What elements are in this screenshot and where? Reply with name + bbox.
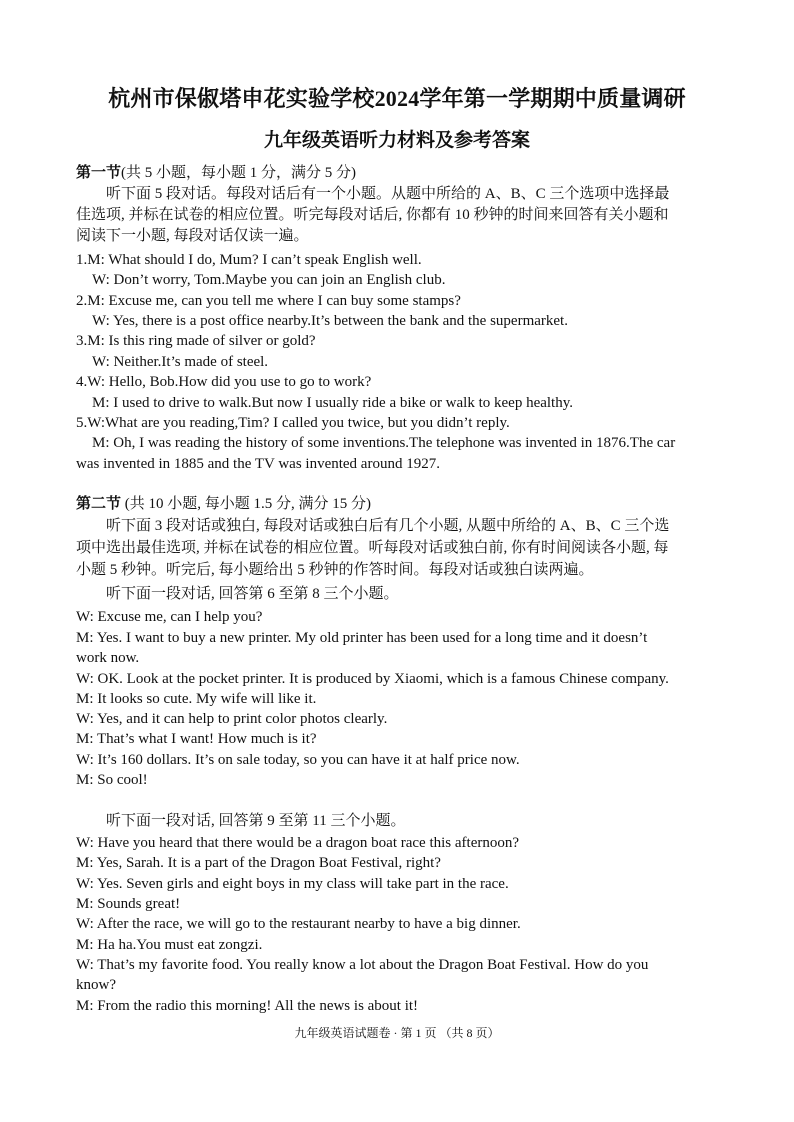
document-subtitle: 九年级英语听力材料及参考答案: [263, 130, 530, 151]
dialogue-line: M: Sounds great!: [76, 896, 181, 912]
section1-instruction: 阅读下一小题, 每段对话仅读一遍。: [76, 228, 309, 244]
dialogue-line: M: So cool!: [76, 772, 148, 788]
dialogue-line: W: Yes, there is a post office nearby.It’s between the bank and the supermarket.: [92, 313, 568, 329]
dialogue-line: M: I used to drive to walk.But now I usually ride a bike or walk to keep healthy.: [92, 395, 574, 411]
dialogue1-intro: 听下面一段对话, 回答第 6 至第 8 三个小题。: [106, 586, 399, 602]
dialogue-line: M: It looks so cute. My wife will like it.: [76, 691, 317, 707]
dialogue-line: M: Ha ha.You must eat zongzi.: [76, 937, 263, 953]
dialogue-line: 5.W:What are you reading,Tim? I called you twice, but you didn’t reply.: [76, 415, 510, 431]
dialogue-line: W: Yes, and it can help to print color photos clearly.: [76, 711, 388, 727]
dialogue-line: W: That’s my favorite food. You really know a lot about the Dragon Boat Festival. How do you: [76, 957, 649, 973]
section1-heading: [76, 163, 356, 183]
dialogue-line: 2.M: Excuse me, can you tell me where I can buy some stamps?: [76, 293, 461, 309]
section1-heading-info: (共 5 小题，每小题 1 分，满分 5 分): [121, 165, 357, 181]
dialogue-line: W: Have you heard that there would be a dragon boat race this afternoon?: [76, 835, 520, 851]
dialogue-line: W: Don’t worry, Tom.Maybe you can join an English club.: [92, 272, 446, 288]
dialogue-line: was invented in 1885 and the TV was invented around 1927.: [76, 456, 440, 472]
page-footer: 九年级英语试题卷 · 第 1 页 （共 8 页）: [294, 1026, 500, 1040]
section2-heading-label: 第二节: [76, 496, 122, 512]
dialogue-line: M: From the radio this morning! All the news is about it!: [76, 998, 419, 1014]
dialogue-line: W: Excuse me, can I help you?: [76, 609, 263, 625]
section2-instruction: 听下面 3 段对话或独白, 每段对话或独白后有几个小题, 从题中所给的 A、B、C 三个选: [106, 518, 670, 534]
dialogue-line: W: Yes. Seven girls and eight boys in my class will take part in the race.: [76, 876, 509, 892]
section1-heading-label: 第一节: [76, 165, 122, 181]
dialogue-line: W: OK. Look at the pocket printer. It is produced by Xiaomi, which is a famous Chinese company.: [76, 671, 669, 687]
section1-instruction: 佳选项, 并标在试卷的相应位置。听完每段对话后, 你都有 10 秒钟的时间来回答有关小题和: [76, 207, 669, 223]
dialogue-line: W: After the race, we will go to the restaurant nearby to have a big dinner.: [76, 916, 521, 932]
section2-instruction: 小题 5 秒钟。听完后, 每小题给出 5 秒钟的作答时间。每段对话或独白读两遍。: [76, 562, 594, 578]
document-title: 杭州市保俶塔申花实验学校2024学年第一学期期中质量调研: [108, 86, 686, 111]
dialogue-line: 1.M: What should I do, Mum? I can’t speak English well.: [76, 252, 422, 268]
dialogue-line: W: Neither.It’s made of steel.: [92, 354, 269, 370]
section2-heading: [76, 494, 371, 514]
section1-instruction: 听下面 5 段对话。每段对话后有一个小题。从题中所给的 A、B、C 三个选项中选择最: [106, 186, 670, 202]
dialogue-line: M: Yes, Sarah. It is a part of the Dragon Boat Festival, right?: [76, 855, 441, 871]
dialogue-line: M: Yes. I want to buy a new printer. My old printer has been used for a long time and it doesn’t: [76, 630, 648, 646]
dialogue2-intro: 听下面一段对话, 回答第 9 至第 11 三个小题。: [106, 813, 406, 829]
dialogue-line: work now.: [76, 650, 140, 666]
section2-instruction: 项中选出最佳选项, 并标在试卷的相应位置。听每段对话或独白前, 你有时间阅读各小题, 每: [76, 540, 669, 556]
section2-heading-info: (共 10 小题, 每小题 1.5 分, 满分 15 分): [121, 496, 372, 512]
dialogue-line: M: That’s what I want! How much is it?: [76, 731, 317, 747]
dialogue-line: know?: [76, 977, 116, 993]
dialogue-line: M: Oh, I was reading the history of some inventions.The telephone was invented in 1876.The car: [92, 435, 676, 451]
dialogue-line: 3.M: Is this ring made of silver or gold?: [76, 333, 316, 349]
dialogue-line: 4.W: Hello, Bob.How did you use to go to work?: [76, 374, 372, 390]
dialogue-line: W: It’s 160 dollars. It’s on sale today, so you can have it at half price now.: [76, 752, 520, 768]
